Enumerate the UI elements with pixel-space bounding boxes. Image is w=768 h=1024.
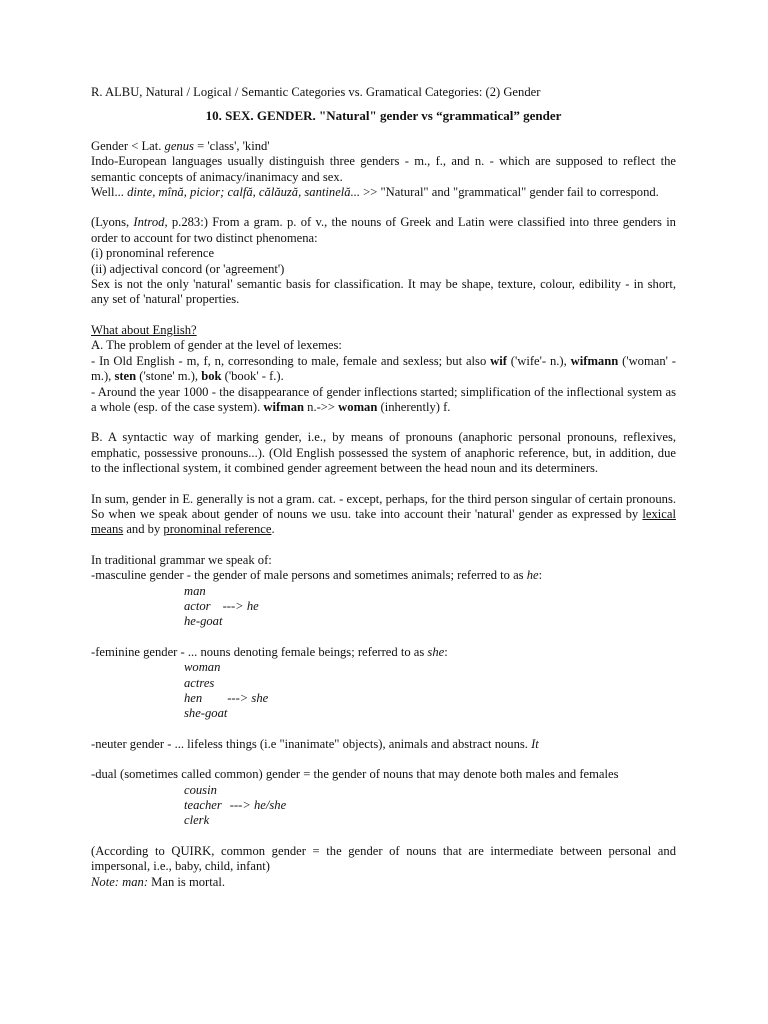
- in-sum-paragraph: In sum, gender in E. generally is not a gram. cat. - except, perhaps, for the third person singular of certain pronouns. So when we speak about gender of nouns we usu. take into account their 'natural' gender as expressed by lexical means and by pronominal reference.: [91, 491, 676, 537]
- old-english-paragraph: - In Old English - m, f, n, corresonding to male, female and sexless; but also wif ('wife'- n.), wifmann ('woman' - m.), sten ('stone' m.), bok ('book' - f.).: [91, 353, 676, 384]
- pronominal-reference-item: (i) pronominal reference: [91, 246, 215, 261]
- masculine-example: he-goat: [184, 614, 223, 629]
- dual-example: clerk: [184, 813, 210, 828]
- dual-example: teacher ---> he/she: [184, 798, 287, 813]
- feminine-example: woman: [184, 660, 221, 675]
- neuter-gender-line: -neuter gender - ... lifeless things (i.e "inanimate" objects), animals and abstract nouns. It: [91, 736, 539, 751]
- dual-example: cousin: [184, 782, 217, 797]
- feminine-example: hen ---> she: [184, 691, 269, 705]
- year-1000-paragraph: - Around the year 1000 - the disappearance of gender inflections started; simplification of the inflectional system as a whole (esp. of the case system). wifman n.->> woman (inherently) f.: [91, 384, 676, 414]
- masculine-example: man: [184, 583, 206, 598]
- masculine-gender-line: -masculine gender - the gender of male persons and sometimes animals; referred to as he:: [91, 568, 543, 583]
- running-header: R. ALBU, Natural / Logical / Semantic Categories vs. Gramatical Categories: (2) Gender: [91, 85, 541, 99]
- gender-etymology: Gender < Lat. genus = 'class', 'kind': [91, 138, 270, 153]
- section-title: 10. SEX. GENDER. "Natural" gender vs “grammatical” gender: [205, 108, 562, 124]
- quirk-paragraph: (According to QUIRK, common gender = the gender of nouns that are intermediate between personal and impersonal, i.e., baby, child, infant): [91, 843, 676, 874]
- dual-arrow: ---> he/she: [229, 798, 287, 813]
- section-a-line: A. The problem of gender at the level of lexemes:: [91, 338, 342, 353]
- feminine-example: actres: [184, 675, 215, 690]
- document-page: [91, 85, 676, 890]
- note-line: Note: man: Man is mortal.: [91, 874, 225, 889]
- indo-european-paragraph: Indo-European languages usually distinguish three genders - m., f., and n. - which are supposed to reflect the semantic concepts of animacy/inanimacy and sex.: [91, 154, 676, 184]
- feminine-arrow: ---> she: [227, 691, 269, 705]
- dual-gender-line: -dual (sometimes called common) gender = the gender of nouns that may denote both males and females: [91, 767, 619, 782]
- traditional-grammar-intro: In traditional grammar we speak of:: [91, 552, 272, 567]
- english-heading: What about English?: [91, 322, 197, 337]
- masculine-arrow: ---> he: [222, 598, 259, 613]
- romanian-examples: Well... dinte, mînă, picior; calfă, călăuză, santinelă... >> "Natural" and "grammatical" gender fail to correspond.: [91, 185, 659, 200]
- adjectival-concord-item: (ii) adjectival concord (or 'agreement'): [91, 261, 285, 276]
- feminine-gender-line: -feminine gender - ... nouns denoting female beings; referred to as she:: [91, 644, 448, 659]
- masculine-example: actor ---> he: [184, 598, 259, 613]
- feminine-example: she-goat: [184, 706, 228, 721]
- lyons-paragraph: (Lyons, Introd, p.283:) From a gram. p. of v., the nouns of Greek and Latin were classified into three genders in order to account for two distinct phenomena:: [91, 215, 676, 245]
- sex-basis-paragraph: Sex is not the only 'natural' semantic basis for classification. It may be shape, texture, colour, edibility - in short, any set of 'natural' properties.: [91, 277, 676, 307]
- section-b-paragraph: B. A syntactic way of marking gender, i.e., by means of pronouns (anaphoric personal pronouns, reflexives, emphatic, possessive pronouns...). (Old English possessed the system of anaphoric reference, but, in addition, due to the inflectional system, it combined gender agreement between the head noun and its determiners.: [91, 430, 676, 476]
